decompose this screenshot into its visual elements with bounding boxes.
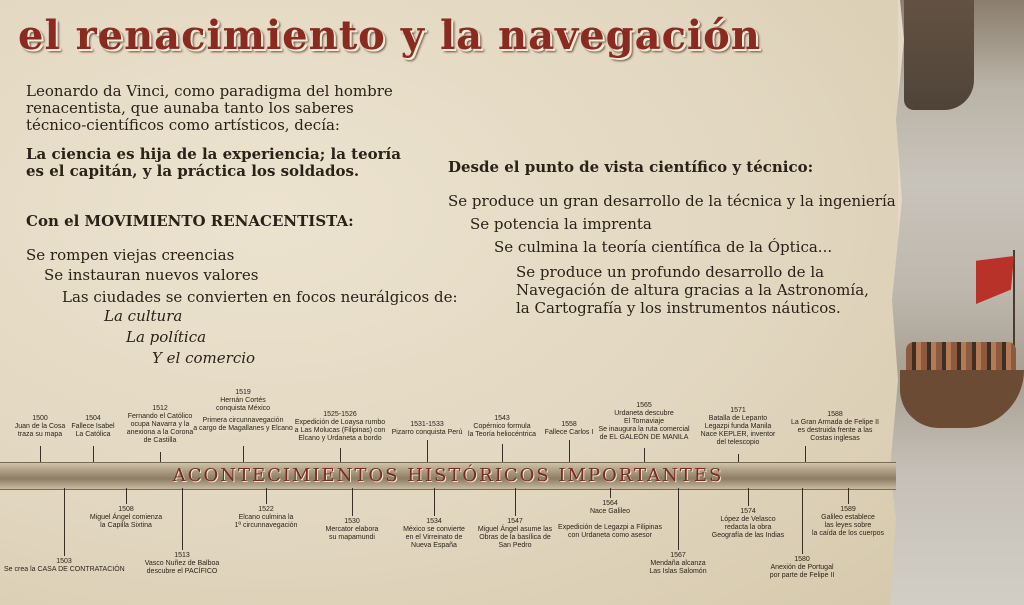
movement-heading: Con el MOVIMIENTO RENACENTISTA: (26, 212, 354, 230)
intro-line: renacentista, que aunaba tanto los saberes (26, 99, 354, 117)
timeline-title: ACONTECIMIENTOS HISTÓRICOS IMPORTANTES (172, 465, 724, 486)
timeline-tick (266, 488, 267, 504)
event-year: 1503 (56, 558, 72, 565)
intro-line: Leonardo da Vinci, como paradigma del hombre (26, 82, 393, 100)
event-text: Nueva España (411, 542, 457, 549)
event-text: descubre el PACÍFICO (146, 568, 218, 575)
timeline-event (555, 500, 665, 540)
timeline-tick (160, 452, 161, 462)
event-text: del telescopio (716, 439, 760, 446)
event-year: 1574 (740, 508, 756, 515)
event-text: El Tornaviaje (624, 418, 664, 425)
science-item: Navegación de altura gracias a la Astronomía, (516, 281, 869, 299)
timeline-tick (93, 446, 94, 462)
timeline-event (63, 415, 123, 439)
timeline-event (708, 508, 788, 540)
timeline-tick (352, 488, 353, 516)
science-item: la Cartografía y los instrumentos náuticos. (516, 299, 841, 317)
event-year: 1567 (670, 552, 686, 559)
movement-item: Se rompen viejas creencias (26, 246, 235, 264)
focus-item: La cultura (104, 307, 183, 325)
event-text (555, 516, 665, 524)
timeline-tick (569, 440, 570, 462)
timeline-event (317, 518, 387, 542)
event-text: en el Virreinato de (405, 534, 463, 541)
movement-item: Las ciudades se convierten en focos neurálgicos de: (62, 288, 458, 306)
event-year: 1580 (794, 556, 810, 563)
page-title: el renacimiento y la navegación (18, 12, 761, 59)
event-year: 1508 (118, 506, 134, 513)
timeline-event (290, 411, 390, 443)
science-item: Se potencia la imprenta (470, 215, 652, 233)
timeline-event (470, 518, 560, 550)
event-text: de Castilla (143, 437, 177, 444)
event-text: Obras de la basílica de (479, 534, 551, 541)
event-text: anexiona a la Corona (126, 429, 194, 436)
science-item: Se culmina la teoría científica de la Óptica... (494, 238, 833, 256)
event-year: 1530 (344, 518, 360, 525)
event-text: Mercator elabora (325, 526, 379, 533)
event-text: Hernán Cortés (220, 397, 266, 404)
event-text: Primera circunnavegación (202, 417, 284, 424)
intro-text (26, 83, 426, 134)
event-text: con Urdaneta como asesor (567, 532, 653, 539)
event-text: la caída de los cuerpos (812, 530, 884, 537)
science-item: Se produce un profundo desarrollo de la (516, 263, 825, 281)
event-text: La Gran Armada de Felipe II (791, 419, 879, 426)
event-year: 1513 (174, 552, 190, 559)
event-year: 1588 (827, 411, 843, 418)
timeline-event (762, 556, 842, 580)
event-year: 1543 (494, 415, 510, 422)
event-year: 1565 (636, 402, 652, 409)
event-text: Expedición de Legazpi a Filipinas (558, 524, 662, 531)
timeline-event (4, 558, 124, 574)
timeline-event (808, 506, 888, 538)
event-year: 1522 (258, 506, 274, 513)
event-text: Se inaugura la ruta comercial (598, 426, 690, 433)
event-year: 1547 (507, 518, 523, 525)
event-text: Urdaneta descubre (614, 410, 674, 417)
event-text: las leyes sobre (824, 522, 872, 529)
event-year: 1504 (85, 415, 101, 422)
event-text: a Las Molucas (Filipinas) con (294, 427, 386, 434)
event-text: Costas inglesas (810, 435, 860, 442)
event-text: La Católica (75, 431, 111, 438)
event-text: Vasco Nuñez de Balboa (144, 560, 220, 567)
event-text: su mapamundi (329, 534, 375, 541)
timeline-tick (848, 488, 849, 504)
event-year: 1519 (235, 389, 251, 396)
event-text: traza su mapa (17, 431, 63, 438)
event-text: Batalla de Lepanto (708, 415, 768, 422)
timeline-event (193, 389, 293, 433)
timeline-tick (678, 488, 679, 550)
event-text: Miguel Ángel asume las (477, 526, 553, 533)
timeline-tick (182, 488, 183, 550)
focus-item: La política (126, 328, 207, 346)
event-text: Fernando el Católico (127, 413, 193, 420)
quote-line: es el capitán, y la práctica los soldados. (26, 162, 360, 180)
timeline-tick (434, 488, 435, 516)
timeline-tick (644, 448, 645, 462)
timeline-tick (805, 446, 806, 462)
event-text: redacta la obra (724, 524, 772, 531)
event-text: México se convierte (403, 526, 465, 533)
science-heading: Desde el punto de vista científico y técnico: (448, 158, 814, 176)
event-text: por parte de Felipe II (769, 572, 835, 579)
timeline-tick (427, 440, 428, 462)
timeline-event (462, 415, 542, 439)
timeline-tick (738, 454, 739, 462)
event-year: 1500 (32, 415, 48, 422)
timeline-tick (64, 488, 65, 556)
timeline-tick (515, 488, 516, 516)
event-text: a cargo de Magallanes y Elcano (193, 425, 293, 432)
event-year: 1564 (602, 500, 618, 507)
timeline-tick (40, 446, 41, 462)
timeline-event (693, 407, 783, 447)
timeline-event (387, 421, 467, 437)
timeline-tick (748, 488, 749, 506)
event-year: 1558 (561, 421, 577, 428)
event-text: ocupa Navarra y la (130, 421, 190, 428)
event-text: Mendaña alcanza (650, 560, 706, 567)
event-text: la Teoría heliocéntrica (468, 431, 536, 438)
event-text: Las Islas Salomón (649, 568, 707, 575)
event-year: 1512 (152, 405, 168, 412)
event-text: Nace Galileo (589, 508, 631, 515)
timeline-event (780, 411, 890, 443)
event-year: 1525-1526 (323, 411, 357, 418)
timeline-event (86, 506, 166, 530)
timeline-event (137, 552, 227, 576)
event-text: Legazpi funda Manila (704, 423, 772, 430)
timeline-tick (340, 448, 341, 462)
event-text: Expedición de Loaysa rumbo (294, 419, 386, 426)
event-text: Miguel Ángel comienza (89, 514, 163, 521)
focus-item: Y el comercio (152, 349, 256, 367)
event-text: 1ª circunnavegación (234, 522, 298, 529)
timeline-event (539, 421, 599, 437)
event-text: Geografía de las Indias (711, 532, 785, 539)
event-text: conquista México (215, 405, 271, 412)
intro-line: técnico-científicos como artísticos, decía: (26, 116, 340, 134)
event-text: López de Velasco (720, 516, 776, 523)
timeline-event (394, 518, 474, 550)
timeline-tick (802, 488, 803, 554)
event-text: Fallece Isabel (71, 423, 115, 430)
timeline-event (120, 405, 200, 445)
event-text: Elcano y Urdaneta a bordo (298, 435, 382, 442)
timeline-tick (502, 444, 503, 462)
science-item: Se produce un gran desarrollo de la técnica y la ingeniería (448, 192, 896, 210)
timeline-tick (610, 488, 611, 498)
movement-item: Se instauran nuevos valores (44, 266, 259, 284)
event-text: Se crea la CASA DE CONTRATACIÓN (4, 566, 125, 573)
event-text: Pizarro conquista Perú (391, 429, 463, 436)
quote-line: La ciencia es hija de la experiencia; la teoría (26, 145, 401, 163)
event-year: 1571 (730, 407, 746, 414)
event-text: San Pedro (498, 542, 532, 549)
timeline-event (10, 415, 70, 439)
event-year: 1531-1533 (410, 421, 444, 428)
event-year: 1589 (840, 506, 856, 513)
galleon-hull-image (904, 0, 974, 110)
event-text: Anexión de Portugal (770, 564, 834, 571)
event-text: es destruida frente a las (797, 427, 873, 434)
event-text: Juan de la Cosa (14, 423, 66, 430)
timeline-tick (126, 488, 127, 504)
event-text: la Capilla Sixtina (100, 522, 152, 529)
event-text: Copérnico formula (473, 423, 531, 430)
event-year: 1534 (426, 518, 442, 525)
event-text: Nace KEPLER, inventor (700, 431, 776, 438)
leonardo-quote (26, 146, 446, 180)
event-text: Elcano culmina la (238, 514, 294, 521)
event-text: de EL GALEÓN DE MANILA (599, 434, 689, 441)
event-text: Fallece Carlos I (544, 429, 594, 436)
event-text: Galileo establece (821, 514, 875, 521)
timeline-event (226, 506, 306, 530)
timeline-tick (243, 446, 244, 462)
timeline-event (594, 402, 694, 442)
timeline-event (643, 552, 713, 576)
